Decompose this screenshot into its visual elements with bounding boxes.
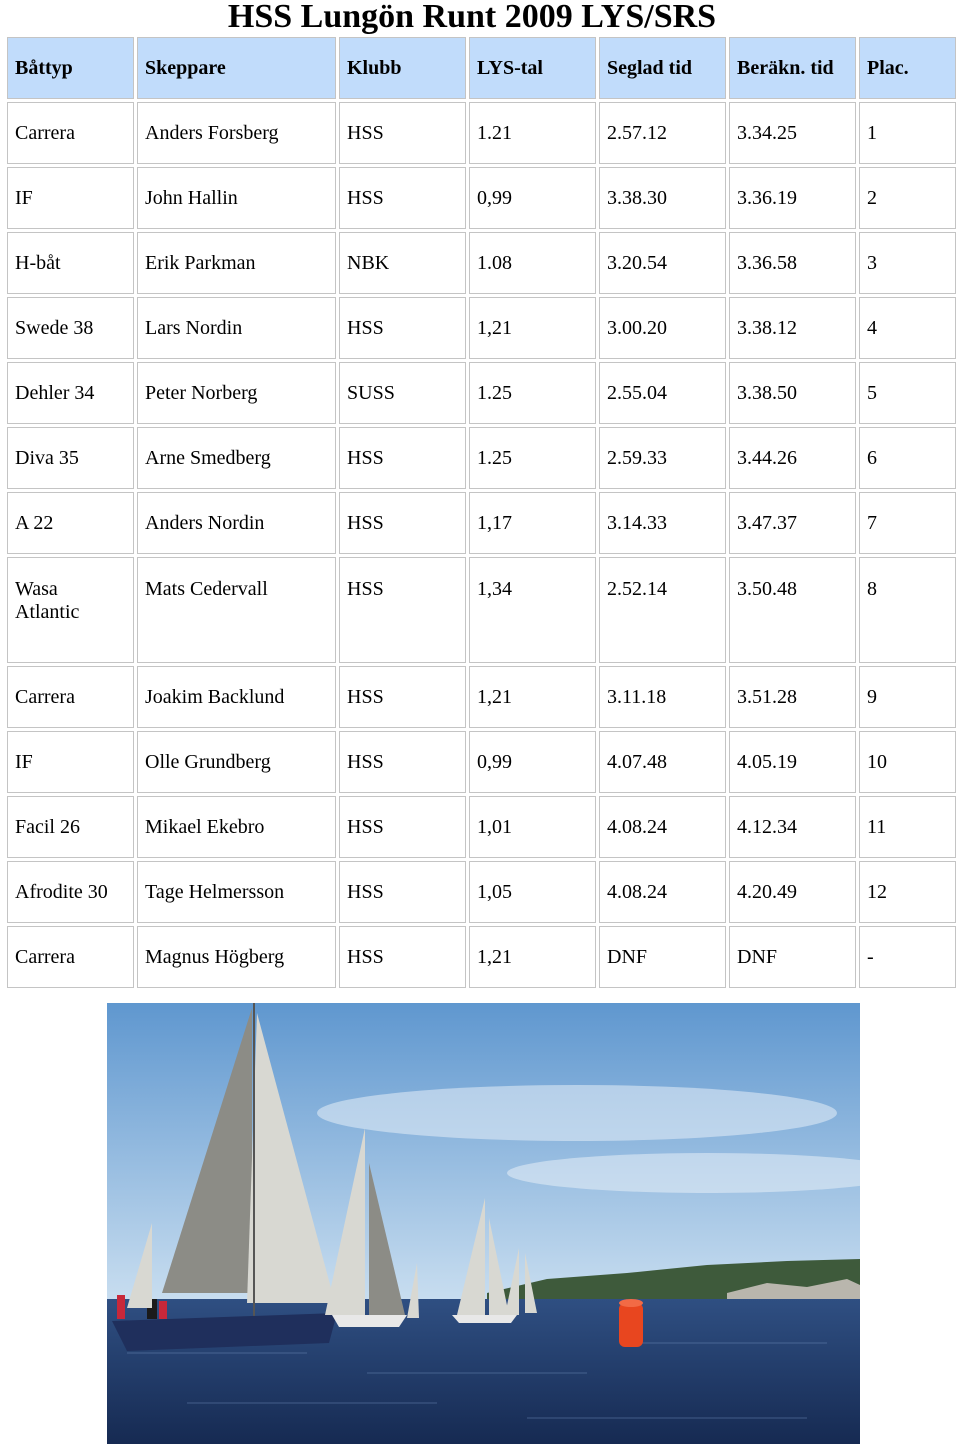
cell-lys: 1,21 bbox=[469, 666, 596, 728]
cell-club: HSS bbox=[339, 427, 466, 489]
cell-calculated-time: 3.44.26 bbox=[729, 427, 856, 489]
cell-skipper: Tage Helmersson bbox=[137, 861, 336, 923]
table-row bbox=[7, 427, 956, 489]
cell-club: HSS bbox=[339, 557, 466, 663]
cell-calculated-time: 3.36.58 bbox=[729, 232, 856, 294]
cloud bbox=[317, 1085, 837, 1141]
results-table bbox=[4, 34, 959, 991]
table-row bbox=[7, 297, 956, 359]
cell-placing: 7 bbox=[859, 492, 956, 554]
cell-boat-type: Carrera bbox=[7, 666, 134, 728]
table-row bbox=[7, 861, 956, 923]
cell-calculated-time: 3.47.37 bbox=[729, 492, 856, 554]
header-boat-type: Båttyp bbox=[7, 37, 134, 99]
cell-calculated-time: 3.38.50 bbox=[729, 362, 856, 424]
header-lys: LYS-tal bbox=[469, 37, 596, 99]
table-row bbox=[7, 362, 956, 424]
cell-sailed-time: 3.11.18 bbox=[599, 666, 726, 728]
cell-lys: 1,05 bbox=[469, 861, 596, 923]
cell-placing: 12 bbox=[859, 861, 956, 923]
cell-boat-type: IF bbox=[7, 731, 134, 793]
cell-calculated-time: 4.20.49 bbox=[729, 861, 856, 923]
cell-placing: 3 bbox=[859, 232, 956, 294]
header-skipper: Skeppare bbox=[137, 37, 336, 99]
cell-sailed-time: 3.14.33 bbox=[599, 492, 726, 554]
cell-placing: - bbox=[859, 926, 956, 988]
table-row bbox=[7, 167, 956, 229]
cell-boat-type: A 22 bbox=[7, 492, 134, 554]
table-row bbox=[7, 926, 956, 988]
cell-sailed-time: 3.00.20 bbox=[599, 297, 726, 359]
cell-sailed-time: 2.52.14 bbox=[599, 557, 726, 663]
table-row bbox=[7, 492, 956, 554]
cell-sailed-time: DNF bbox=[599, 926, 726, 988]
cell-lys: 0,99 bbox=[469, 167, 596, 229]
cell-calculated-time: 4.05.19 bbox=[729, 731, 856, 793]
cell-club: SUSS bbox=[339, 362, 466, 424]
cell-skipper: Peter Norberg bbox=[137, 362, 336, 424]
cell-placing: 6 bbox=[859, 427, 956, 489]
cell-club: HSS bbox=[339, 167, 466, 229]
cell-placing: 1 bbox=[859, 102, 956, 164]
cell-calculated-time: 3.34.25 bbox=[729, 102, 856, 164]
cell-calculated-time: DNF bbox=[729, 926, 856, 988]
table-row bbox=[7, 232, 956, 294]
cell-sailed-time: 3.38.30 bbox=[599, 167, 726, 229]
cell-club: HSS bbox=[339, 731, 466, 793]
cell-skipper: Anders Nordin bbox=[137, 492, 336, 554]
cell-sailed-time: 2.59.33 bbox=[599, 427, 726, 489]
cell-skipper: Lars Nordin bbox=[137, 297, 336, 359]
header-placing: Plac. bbox=[859, 37, 956, 99]
cell-boat-type: H-båt bbox=[7, 232, 134, 294]
cell-sailed-time: 4.07.48 bbox=[599, 731, 726, 793]
cell-lys: 1,21 bbox=[469, 926, 596, 988]
cell-calculated-time: 4.12.34 bbox=[729, 796, 856, 858]
cell-lys: 1,01 bbox=[469, 796, 596, 858]
cell-placing: 10 bbox=[859, 731, 956, 793]
regatta-photo-illustration bbox=[107, 1003, 860, 1444]
cell-boat-type: Facil 26 bbox=[7, 796, 134, 858]
cell-lys: 1,34 bbox=[469, 557, 596, 663]
cell-club: HSS bbox=[339, 492, 466, 554]
cell-skipper: Anders Forsberg bbox=[137, 102, 336, 164]
cell-boat-type: Carrera bbox=[7, 102, 134, 164]
cell-lys: 1.25 bbox=[469, 362, 596, 424]
cell-calculated-time: 3.50.48 bbox=[729, 557, 856, 663]
table-body bbox=[7, 102, 956, 988]
cell-boat-type: IF bbox=[7, 167, 134, 229]
cell-skipper: Mats Cedervall bbox=[137, 557, 336, 663]
cell-calculated-time: 3.36.19 bbox=[729, 167, 856, 229]
cell-sailed-time: 2.55.04 bbox=[599, 362, 726, 424]
cell-boat-type: Swede 38 bbox=[7, 297, 134, 359]
table-row bbox=[7, 796, 956, 858]
cell-placing: 11 bbox=[859, 796, 956, 858]
cell-placing: 5 bbox=[859, 362, 956, 424]
cell-sailed-time: 3.20.54 bbox=[599, 232, 726, 294]
cell-club: NBK bbox=[339, 232, 466, 294]
cell-placing: 9 bbox=[859, 666, 956, 728]
cell-boat-type: Dehler 34 bbox=[7, 362, 134, 424]
cell-lys: 1,17 bbox=[469, 492, 596, 554]
cell-lys: 1,21 bbox=[469, 297, 596, 359]
cell-skipper: Erik Parkman bbox=[137, 232, 336, 294]
cell-sailed-time: 2.57.12 bbox=[599, 102, 726, 164]
cell-lys: 0,99 bbox=[469, 731, 596, 793]
table-row bbox=[7, 557, 956, 663]
cell-lys: 1.08 bbox=[469, 232, 596, 294]
cell-placing: 2 bbox=[859, 167, 956, 229]
cell-placing: 4 bbox=[859, 297, 956, 359]
cell-placing: 8 bbox=[859, 557, 956, 663]
hull bbox=[452, 1315, 517, 1323]
header-sailed-time: Seglad tid bbox=[599, 37, 726, 99]
cell-club: HSS bbox=[339, 926, 466, 988]
cell-sailed-time: 4.08.24 bbox=[599, 861, 726, 923]
header-club: Klubb bbox=[339, 37, 466, 99]
table-row bbox=[7, 102, 956, 164]
cell-boat-type: Afrodite 30 bbox=[7, 861, 134, 923]
cell-skipper: Arne Smedberg bbox=[137, 427, 336, 489]
cell-skipper: Joakim Backlund bbox=[137, 666, 336, 728]
cell-club: HSS bbox=[339, 297, 466, 359]
cell-calculated-time: 3.38.12 bbox=[729, 297, 856, 359]
orange-buoy bbox=[619, 1299, 643, 1347]
cell-boat-type: Carrera bbox=[7, 926, 134, 988]
cell-lys: 1.25 bbox=[469, 427, 596, 489]
table-header-row bbox=[7, 37, 956, 99]
cell-lys: 1.21 bbox=[469, 102, 596, 164]
cell-skipper: Mikael Ekebro bbox=[137, 796, 336, 858]
cell-sailed-time: 4.08.24 bbox=[599, 796, 726, 858]
cell-club: HSS bbox=[339, 666, 466, 728]
table-row bbox=[7, 666, 956, 728]
cell-calculated-time: 3.51.28 bbox=[729, 666, 856, 728]
regatta-photo bbox=[107, 1003, 860, 1444]
cell-club: HSS bbox=[339, 796, 466, 858]
cell-boat-type: Wasa Atlantic bbox=[7, 557, 134, 663]
hull bbox=[332, 1315, 407, 1327]
cell-club: HSS bbox=[339, 102, 466, 164]
cell-skipper: Magnus Högberg bbox=[137, 926, 336, 988]
cell-skipper: John Hallin bbox=[137, 167, 336, 229]
table-row bbox=[7, 731, 956, 793]
page-title: HSS Lungön Runt 2009 LYS/SRS bbox=[227, 0, 717, 35]
buoy-body bbox=[619, 1303, 643, 1347]
cell-club: HSS bbox=[339, 861, 466, 923]
cell-skipper: Olle Grundberg bbox=[137, 731, 336, 793]
cell-boat-type: Diva 35 bbox=[7, 427, 134, 489]
header-calculated-time: Beräkn. tid bbox=[729, 37, 856, 99]
